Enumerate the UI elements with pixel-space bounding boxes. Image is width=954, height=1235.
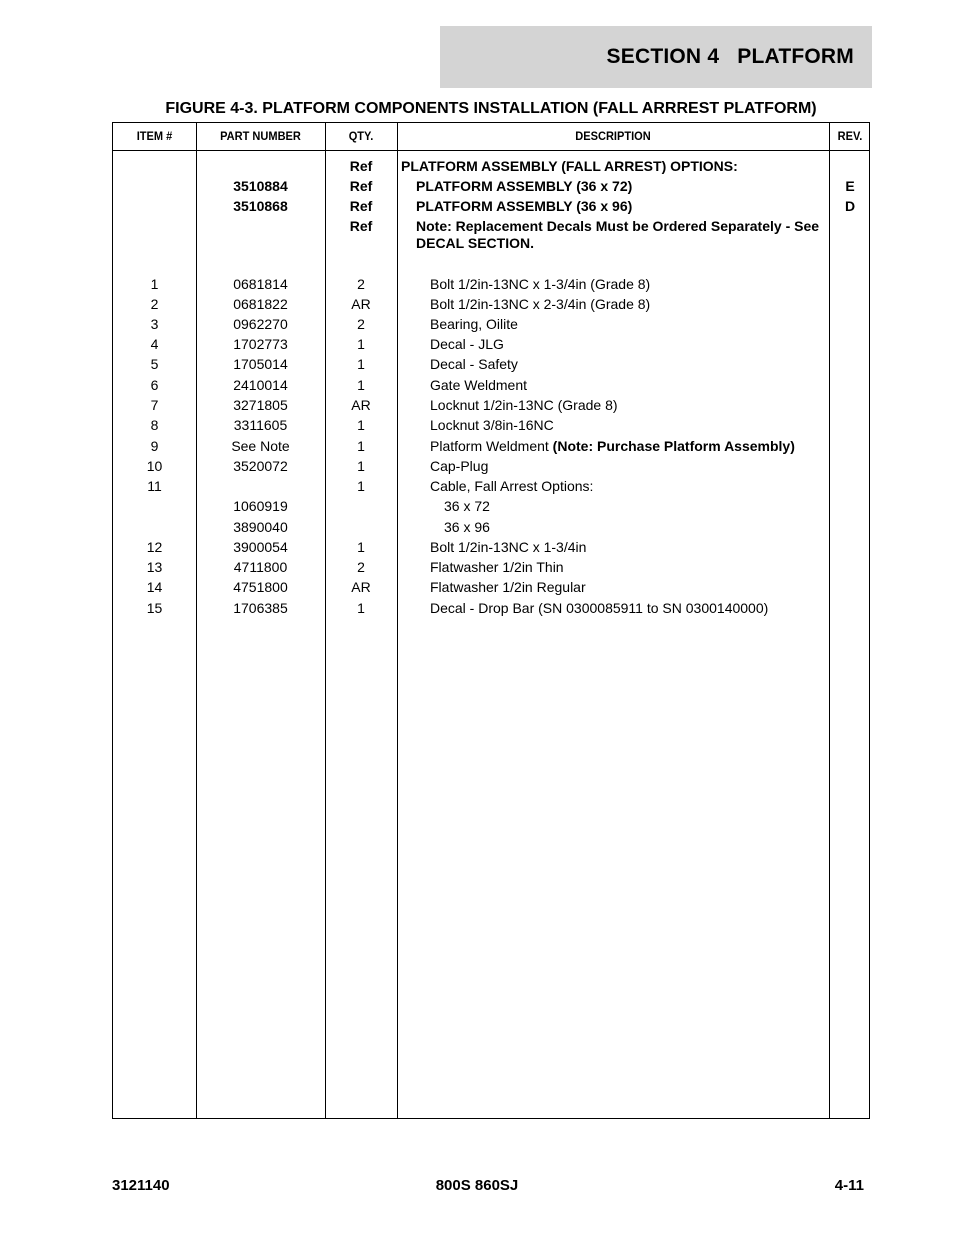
description-note: (Note: Purchase Platform Assembly): [552, 438, 795, 454]
description: [397, 218, 829, 252]
quantity: AR: [351, 397, 371, 413]
header-qty: QTY.: [348, 129, 374, 143]
description: [397, 276, 829, 293]
part-number: 3271805: [233, 397, 288, 413]
description-text: Decal - JLG: [430, 336, 504, 352]
description-text: Bolt 1/2in-13NC x 1-3/4in: [430, 539, 587, 555]
quantity: 1: [357, 377, 365, 393]
section-header: [440, 26, 872, 88]
description-text: 36 x 72: [444, 498, 490, 514]
part-number: 3520072: [233, 458, 288, 474]
description: [397, 417, 829, 434]
item-number: 12: [146, 539, 163, 555]
description-text: 36 x 96: [444, 519, 490, 535]
description: [397, 178, 829, 195]
quantity: 2: [357, 316, 365, 332]
item-number: 5: [150, 356, 159, 372]
description: [397, 478, 829, 495]
quantity: 2: [357, 276, 365, 292]
description: [397, 296, 829, 313]
item-number: 14: [146, 579, 163, 595]
part-number: 0681822: [233, 296, 288, 312]
part-number: 1706385: [233, 600, 288, 616]
description: [397, 600, 829, 617]
description-text: Locknut 1/2in-13NC (Grade 8): [430, 397, 618, 413]
item-number: 15: [146, 600, 163, 616]
item-number: 7: [150, 397, 159, 413]
quantity: 1: [357, 478, 365, 494]
description-text: Note: Replacement Decals Must be Ordered Separately - See DECAL SECTION.: [416, 218, 820, 251]
footer-model: 800S 860SJ: [435, 1177, 519, 1194]
item-number: 8: [150, 417, 159, 433]
description-text: PLATFORM ASSEMBLY (36 x 72): [416, 178, 633, 194]
description-text: Decal - Drop Bar (SN 0300085911 to SN 0300140000): [430, 600, 769, 616]
description-text: Decal - Safety: [430, 356, 518, 372]
quantity: 2: [357, 559, 365, 575]
header-description: DESCRIPTION: [575, 129, 651, 143]
description-text: Flatwasher 1/2in Thin: [430, 559, 564, 575]
table-header: [113, 123, 869, 151]
item-number: 6: [150, 377, 159, 393]
quantity: 1: [357, 417, 365, 433]
part-number: 3900054: [233, 539, 288, 555]
item-number: 11: [147, 478, 162, 494]
quantity: 1: [357, 458, 365, 474]
quantity: 1: [357, 438, 365, 454]
part-number: 3510884: [233, 178, 288, 194]
description: [397, 158, 829, 175]
part-number: 1705014: [233, 356, 288, 372]
quantity: AR: [351, 296, 371, 312]
item-number: 10: [146, 458, 163, 474]
description-text: Flatwasher 1/2in Regular: [430, 579, 586, 595]
quantity: Ref: [349, 178, 373, 194]
description-text: Bearing, Oilite: [430, 316, 518, 332]
description-text: Cap-Plug: [430, 458, 489, 474]
item-number: 9: [150, 438, 159, 454]
quantity: Ref: [349, 198, 373, 214]
description: [397, 579, 829, 596]
description: [397, 539, 829, 556]
revision: D: [844, 198, 856, 214]
part-number: 4751800: [233, 579, 288, 595]
quantity: 1: [357, 336, 365, 352]
item-number: 3: [150, 316, 159, 332]
description: [397, 438, 829, 455]
item-number: 13: [146, 559, 163, 575]
description: [397, 336, 829, 353]
header-rev: REV.: [837, 129, 863, 143]
description: [397, 377, 829, 394]
parts-table: [112, 122, 870, 1119]
part-number: 3890040: [233, 519, 288, 535]
quantity: 1: [357, 356, 365, 372]
description: [397, 198, 829, 215]
revision: E: [845, 178, 855, 194]
description-text: Bolt 1/2in-13NC x 1-3/4in (Grade 8): [430, 276, 651, 292]
section-title: SECTION 4 PLATFORM: [606, 45, 854, 68]
header-part-number: PART NUMBER: [220, 129, 301, 143]
description: [397, 519, 829, 536]
figure-title: FIGURE 4-3. PLATFORM COMPONENTS INSTALLATION (FALL ARRREST PLATFORM): [165, 100, 817, 117]
header-item: ITEM #: [136, 129, 173, 143]
description-text: Platform Weldment: [430, 438, 553, 454]
column-divider: [325, 123, 326, 1118]
footer-doc-number: 3121140: [112, 1177, 170, 1194]
description-text: Bolt 1/2in-13NC x 2-3/4in (Grade 8): [430, 296, 651, 312]
description-text: Locknut 3/8in-16NC: [430, 417, 554, 433]
item-number: 1: [150, 276, 159, 292]
quantity: 1: [357, 600, 365, 616]
description: [397, 316, 829, 333]
column-divider: [397, 123, 398, 1118]
part-number: 3311605: [233, 417, 288, 433]
quantity: Ref: [349, 218, 373, 234]
part-number: 1702773: [233, 336, 288, 352]
item-number: 2: [150, 296, 159, 312]
description: [397, 458, 829, 475]
quantity: AR: [351, 579, 371, 595]
description: [397, 498, 829, 515]
description: [397, 397, 829, 414]
column-divider: [196, 123, 197, 1118]
part-number: 1060919: [233, 498, 288, 514]
description: [397, 559, 829, 576]
description-text: Gate Weldment: [430, 377, 528, 393]
description: [397, 356, 829, 373]
item-number: 4: [150, 336, 159, 352]
footer-page-number: 4-11: [834, 1177, 864, 1194]
part-number: 3510868: [233, 198, 288, 214]
part-number: See Note: [231, 438, 290, 454]
description-text: PLATFORM ASSEMBLY (FALL ARREST) OPTIONS:: [401, 158, 738, 174]
part-number: 2410014: [233, 377, 288, 393]
column-divider: [829, 123, 830, 1118]
description-text: PLATFORM ASSEMBLY (36 x 96): [416, 198, 633, 214]
part-number: 0681814: [233, 276, 288, 292]
quantity: 1: [357, 539, 365, 555]
quantity: Ref: [349, 158, 373, 174]
part-number: 0962270: [233, 316, 288, 332]
part-number: 4711800: [233, 559, 288, 575]
description-text: Cable, Fall Arrest Options:: [430, 478, 594, 494]
